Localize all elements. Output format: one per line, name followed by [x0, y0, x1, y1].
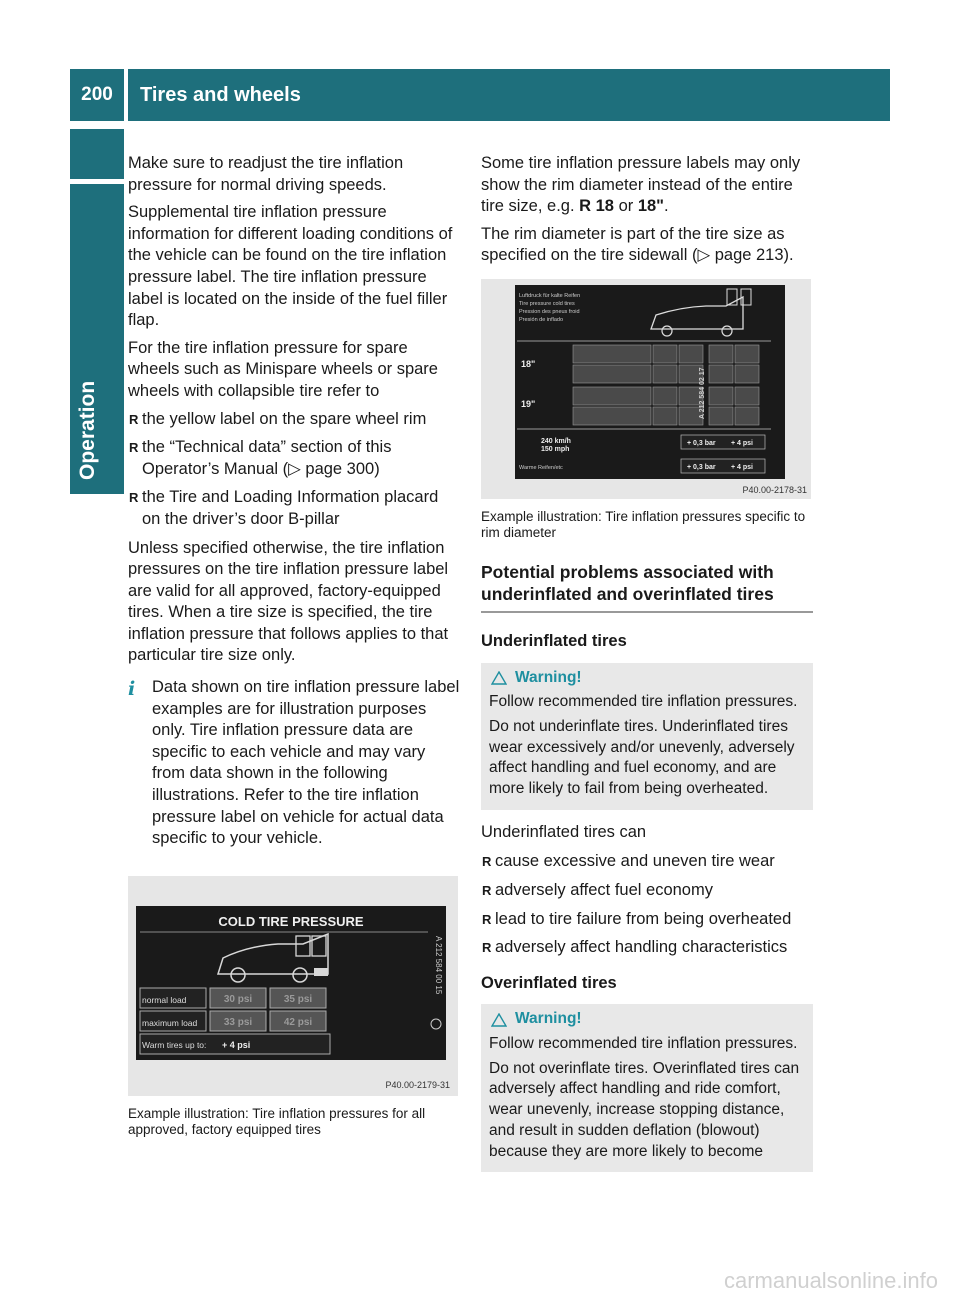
sub-heading: Overinflated tires — [481, 973, 617, 992]
warning-box — [481, 1004, 813, 1172]
svg-text:Luftdruck für kalte Reifen: Luftdruck für kalte Reifen — [519, 292, 581, 299]
paragraph: Unless specified otherwise, the tire inflation pressures on the tire inflation pressure label are valid for all approved, factory-equipped tires. When a tire size is specified, the tire inflation pressure that follows applies to that particular tire size only. — [128, 538, 449, 665]
figure-caption: Example illustration: Tire inflation pressures for all approved, factory equipped tires — [128, 1105, 426, 1137]
figure-ref: P40.00-2178-31 — [742, 484, 807, 495]
svg-text:+ 0,3 bar: + 0,3 bar — [687, 439, 716, 447]
svg-text:Pression des pneus froid: Pression des pneus froid — [519, 308, 580, 315]
figure-rim-diameter — [481, 279, 811, 499]
pressure-value: 42 psi — [283, 1016, 313, 1028]
svg-text:Warme Reifen/etc: Warme Reifen/etc — [519, 464, 563, 471]
list-item: R the Tire and Loading Information placard on the driver’s door B-pillar — [128, 487, 460, 530]
label-code: A 212 584 00 15 — [434, 935, 443, 995]
right-column — [481, 153, 813, 1184]
label-title: COLD TIRE PRESSURE — [218, 913, 364, 929]
svg-text:+ 0,3 bar: + 0,3 bar — [687, 463, 716, 471]
list-item: R cause excessive and uneven tire wear — [481, 851, 813, 873]
watermark: carmanualsonline.info — [723, 1268, 938, 1293]
speed-label: 240 km/h — [541, 437, 571, 445]
warning-text: Do not underinflate tires. Underinflated tires wear excessively and/or unevenly, adversely affect handling and fuel economy, and are more likely to fail from being overheated. — [489, 717, 795, 798]
rim-size: 19" — [521, 398, 536, 409]
paragraph: Underinflated tires can — [481, 822, 647, 841]
label-code: A 212 584 02 17 — [699, 367, 706, 419]
side-tab-label: Operation — [76, 380, 99, 480]
paragraph: Supplemental tire inflation pressure information for different loading conditions of the vehicle can be found on the tire inflation pressure label. The tire inflation pressure label is located on the inside of the fuel filler flap. — [128, 203, 453, 330]
page-title: Tires and wheels — [128, 69, 890, 121]
list-item: R adversely affect fuel economy — [481, 880, 813, 902]
section-heading: Potential problems associated with underinflated and overinflated tires — [481, 561, 813, 613]
list-item: R the “Technical data” section of this Operator’s Manual (▷ page 300) — [128, 437, 460, 480]
info-icon: i — [128, 678, 136, 701]
warning-title: Warning! — [489, 1009, 805, 1030]
tire-label-illustration — [128, 876, 458, 1096]
svg-text:+ 4 psi: + 4 psi — [731, 463, 753, 471]
speed-label: 150 mph — [541, 445, 570, 453]
paragraph: The rim diameter is part of the tire size as specified on the tire sidewall (▷ page 213). — [481, 224, 794, 265]
info-note — [128, 677, 460, 850]
pressure-value: 35 psi — [283, 993, 313, 1005]
svg-text:+ 4 psi: + 4 psi — [731, 439, 753, 447]
tire-label-illustration — [481, 279, 811, 499]
list-item: R the yellow label on the spare wheel rim — [128, 409, 460, 431]
figure-ref: P40.00-2179-31 — [385, 1079, 450, 1090]
pressure-value: 33 psi — [223, 1016, 253, 1028]
row-label: maximum load — [142, 1017, 198, 1028]
figure-cold-tire-pressure — [128, 876, 458, 1096]
warm-value: + 4 psi — [222, 1039, 251, 1050]
info-text: Data shown on tire inflation pressure label examples are for illustration purposes only. Tire inflation pressure data are specific to each vehicle and may vary from data shown in the following illustrations. Refer to the tire inflation pressure label on vehicle for actual data specific to your vehicle. — [152, 678, 460, 848]
warning-icon — [491, 671, 507, 685]
warning-text: Follow recommended tire inflation pressures. — [489, 1035, 798, 1053]
page-number: 200 — [70, 69, 124, 121]
warning-text: Follow recommended tire inflation pressures. — [489, 693, 798, 711]
warning-title: Warning! — [489, 668, 805, 689]
warning-icon — [491, 1013, 507, 1027]
figure-caption: Example illustration: Tire inflation pressures specific to rim diameter — [481, 508, 806, 540]
warning-text: Do not overinflate tires. Overinflated tires can adversely affect handling and ride comfort, wear unevenly, increase stopping distance, and result in sudden deflation (blowout) because they are more likely to become — [489, 1059, 800, 1160]
paragraph: Some tire inflation pressure labels may only show the rim diameter instead of the entire tire size, e.g. R 18 or 18". — [481, 154, 801, 216]
left-column — [128, 153, 460, 1138]
paragraph: Make sure to readjust the tire inflation pressure for normal driving speeds. — [128, 154, 404, 194]
row-label: normal load — [142, 994, 187, 1005]
row-label: Warm tires up to: — [142, 1039, 207, 1050]
sub-heading: Underinflated tires — [481, 631, 627, 650]
list-item: R adversely affect handling characteristics — [481, 937, 813, 959]
paragraph: For the tire inflation pressure for spare wheels such as Minispare wheels or spare wheels with collapsible tire refer to — [128, 338, 438, 400]
svg-text:Tire pressure cold tires: Tire pressure cold tires — [519, 300, 575, 307]
pressure-value: 30 psi — [223, 993, 253, 1005]
side-tab-marker — [70, 129, 124, 179]
rim-size: 18" — [521, 358, 536, 369]
svg-text:Presión de inflado: Presión de inflado — [519, 316, 564, 323]
warning-box — [481, 663, 813, 810]
list-item: R lead to tire failure from being overheated — [481, 909, 813, 931]
